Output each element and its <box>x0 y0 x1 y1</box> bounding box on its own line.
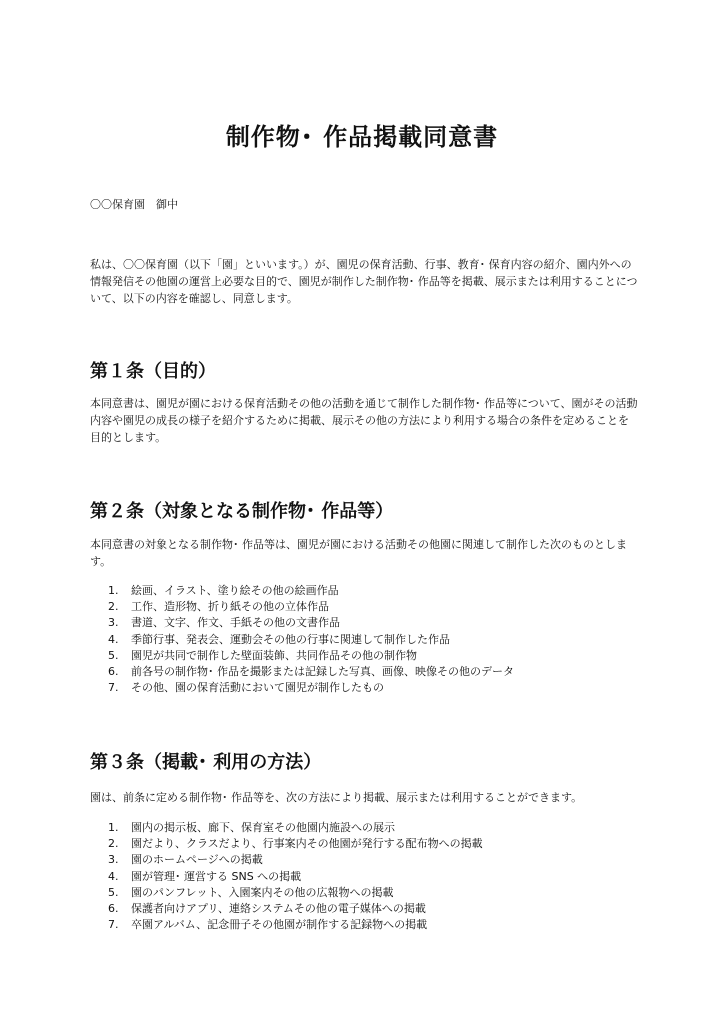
list-item <box>108 901 648 917</box>
list-item-text: 保護者向けアプリ、連絡システムその他の電子媒体への掲載 <box>131 901 426 915</box>
list-item-number: 2. <box>108 600 119 614</box>
list-item-number: 4. <box>108 632 119 646</box>
list-item <box>108 583 648 599</box>
list-item <box>108 869 648 885</box>
list-item-text: 園が管理･ 運営する SNS への掲載 <box>131 869 302 883</box>
list-item-text: 季節行事、発表会、運動会その他の行事に関連して制作した作品 <box>131 632 450 646</box>
list-item-number: 6. <box>108 901 119 915</box>
list-item-text: 卒園アルバム、記念冊子その他園が制作する記録物への掲載 <box>131 918 428 932</box>
article-1-heading: 第１条（目的） <box>90 361 216 382</box>
article-3-heading: 第３条（掲載･ 利用の方法） <box>90 752 322 773</box>
list-item <box>108 885 648 901</box>
list-item-number: 5. <box>108 648 119 662</box>
list-item-number: 4. <box>108 869 119 883</box>
list-item-number: 5. <box>108 885 119 899</box>
list-item <box>108 648 648 664</box>
list-item <box>108 852 648 868</box>
list-item-text: 園のホームページへの掲載 <box>131 853 263 867</box>
list-item <box>108 820 648 836</box>
list-item-number: 7. <box>108 681 119 695</box>
list-item-text: 工作、造形物、折り紙その他の立体作品 <box>131 600 329 614</box>
list-item-number: 1. <box>108 821 119 834</box>
list-item-number: 6. <box>108 664 119 678</box>
list-item <box>108 917 648 933</box>
list-item-text: その他、園の保育活動において園児が制作したもの <box>131 681 384 695</box>
intro-paragraph: 私は、〇〇保育園（以下「園」といいます。）が、園児の保育活動、行事、教育･ 保育内容の紹介、園内外への情報発信その他園の運営上必要な目的で、園児が制作した制作物･ 作品等を掲載、展示または利用することについて、以下の内容を確認し、同意します。 <box>90 258 638 305</box>
list-item-text: 園児が共同で制作した壁面装飾、共同作品その他の制作物 <box>131 648 417 662</box>
list-item <box>108 680 648 696</box>
list-item-text: 園内の掲示板、廊下、保育室その他園内施設への展示 <box>131 821 395 834</box>
list-item-text: 園のパンフレット、入園案内その他の広報物への掲載 <box>131 885 394 899</box>
article-2-list <box>108 583 648 696</box>
article-2-heading: 第２条（対象となる制作物･ 作品等） <box>90 501 394 522</box>
document-title: 制作物･ 作品掲載同意書 <box>225 123 499 151</box>
list-item-number: 2. <box>108 837 119 851</box>
article-2-body: 本同意書の対象となる制作物･ 作品等は、園児が園における活動その他園に関連して制作した次のものとします。 <box>90 538 627 568</box>
list-item-text: 書道、文字、作文、手紙その他の文書作品 <box>131 616 340 630</box>
addressee: 〇〇保育園 御中 <box>90 198 178 211</box>
list-item-text: 絵画、イラスト、塗り絵その他の絵画作品 <box>131 584 339 597</box>
list-item <box>108 615 648 631</box>
list-item <box>108 599 648 615</box>
list-item <box>108 664 648 680</box>
list-item-number: 1. <box>108 584 119 597</box>
list-item-number: 3. <box>108 853 119 867</box>
list-item-text: 前各号の制作物･ 作品を撮影または記録した写真、画像、映像その他のデータ <box>131 664 514 678</box>
list-item-number: 7. <box>108 918 119 932</box>
list-item <box>108 632 648 648</box>
article-3-list <box>108 820 648 933</box>
list-item-text: 園だより、クラスだより、行事案内その他園が発行する配布物への掲載 <box>131 837 483 851</box>
list-item-number: 3. <box>108 616 119 630</box>
list-item <box>108 836 648 852</box>
article-3-body: 園は、前条に定める制作物･ 作品等を、次の方法により掲載、展示または利用することができます。 <box>90 791 583 804</box>
article-1-body: 本同意書は、園児が園における保育活動その他の活動を通じて制作した制作物･ 作品等について、園がその活動内容や園児の成長の様子を紹介するために掲載、展示その他の方法により利用する場合の条件を定めることを目的とします。 <box>90 397 638 444</box>
